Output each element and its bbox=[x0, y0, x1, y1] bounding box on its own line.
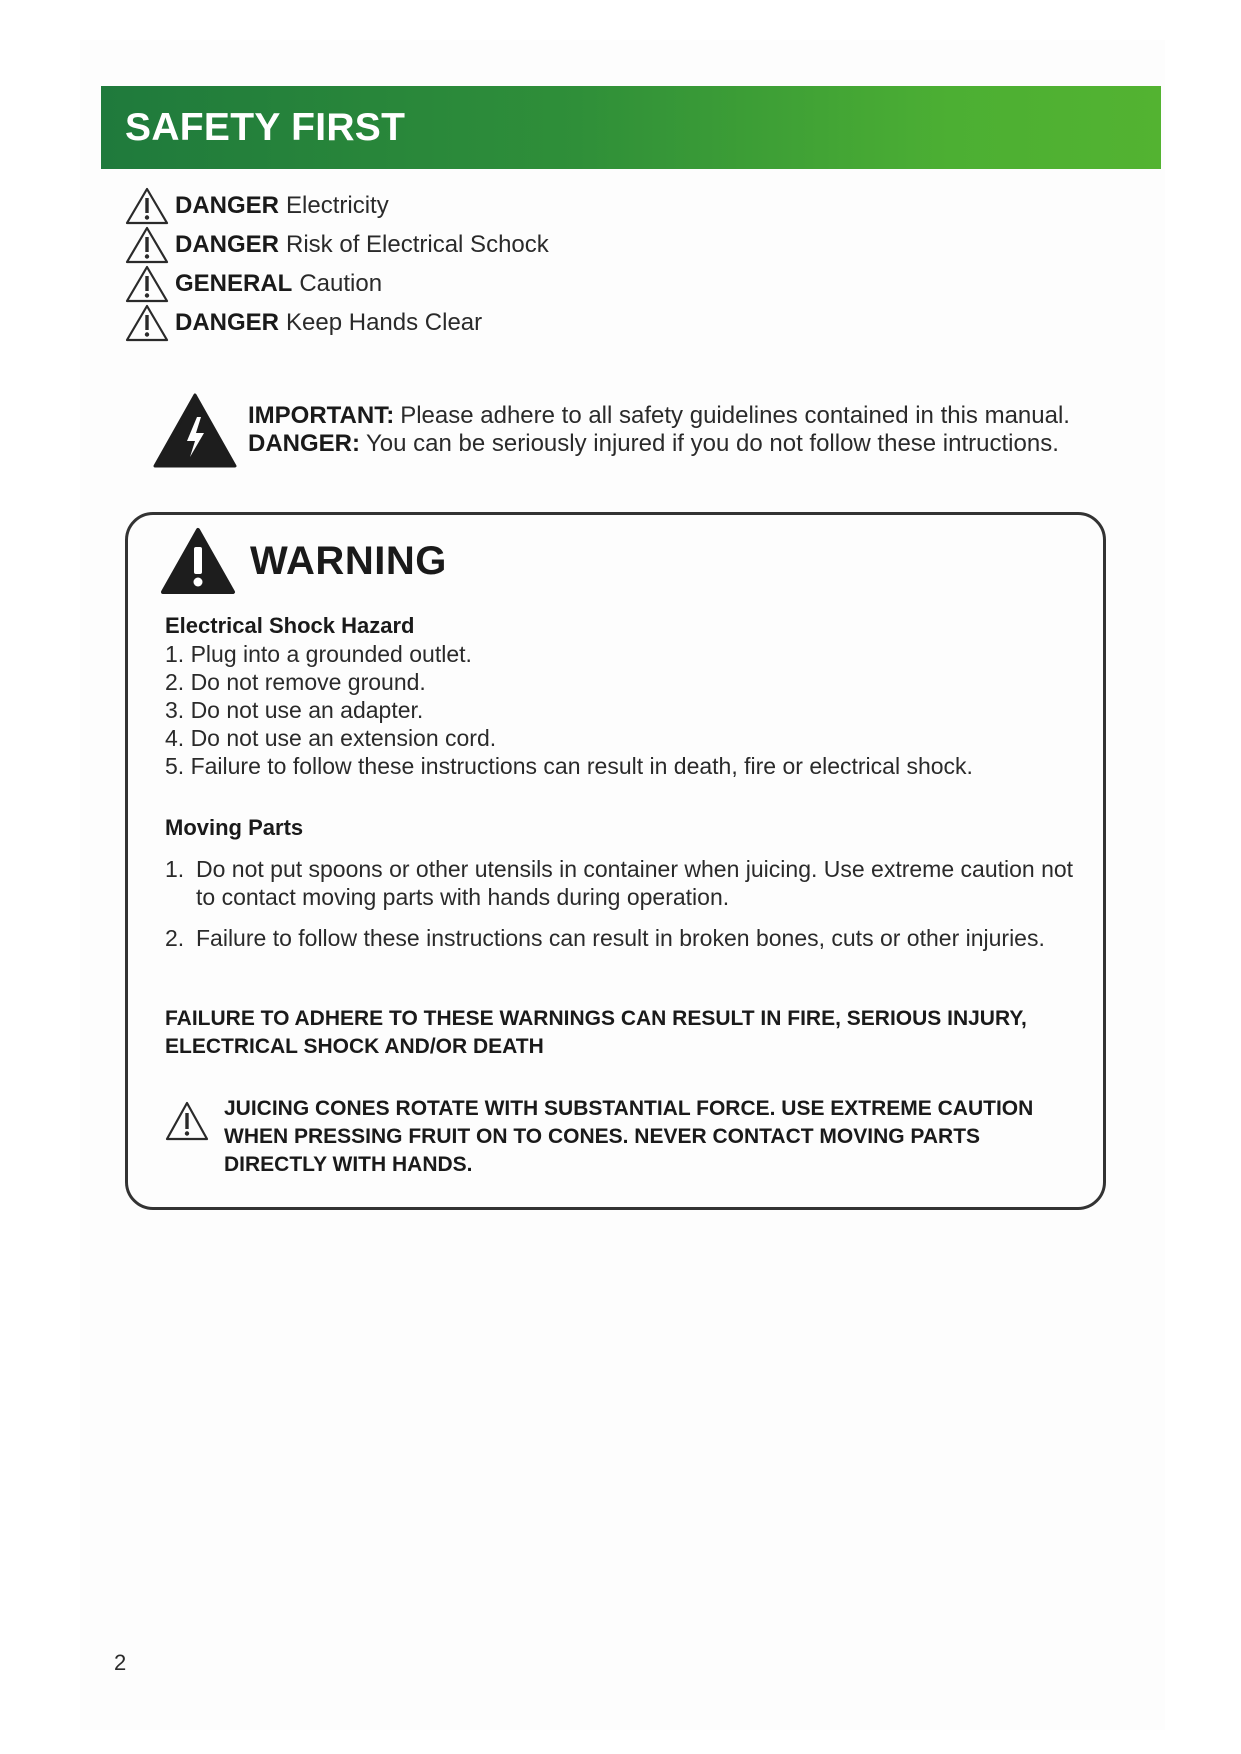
list-item: 2. Do not remove ground. bbox=[165, 669, 426, 695]
hazard-description: Electricity bbox=[286, 191, 389, 219]
hazard-text bbox=[175, 231, 549, 259]
hazard-item bbox=[125, 186, 725, 225]
hazard-item bbox=[125, 303, 725, 342]
list-item: 5. Failure to follow these instructions can result in death, fire or electrical shock. bbox=[165, 753, 973, 779]
warning-box bbox=[125, 512, 1106, 1210]
hazard-item bbox=[125, 264, 725, 303]
important-notice bbox=[153, 393, 1113, 473]
page-number: 2 bbox=[114, 1650, 127, 1675]
hazard-text bbox=[175, 309, 482, 337]
warning-header bbox=[160, 525, 447, 597]
warning-triangle-icon bbox=[125, 304, 169, 342]
hazard-level: GENERAL bbox=[175, 269, 293, 297]
cones-warning-text: JUICING CONES ROTATE WITH SUBSTANTIAL FORCE. USE EXTREME CAUTION WHEN PRESSING FRUIT ON TO CONES. NEVER CONTACT MOVING PARTS DIRECTLY WITH HANDS. bbox=[224, 1097, 1034, 1176]
hazard-item bbox=[125, 225, 725, 264]
important-message: Please adhere to all safety guidelines contained in this manual. bbox=[400, 402, 1070, 429]
lightning-warning-icon bbox=[153, 393, 237, 468]
list-item: 3. Do not use an adapter. bbox=[165, 697, 424, 723]
warning-triangle-icon bbox=[125, 226, 169, 264]
item-number: 1. bbox=[165, 856, 185, 882]
important-text bbox=[248, 402, 1070, 458]
page-title: SAFETY FIRST bbox=[125, 105, 406, 149]
danger-message: You can be seriously injured if you do not follow these intructions. bbox=[366, 430, 1059, 457]
hazard-description: Keep Hands Clear bbox=[286, 308, 483, 336]
cones-warning bbox=[165, 1095, 1095, 1179]
warning-triangle-icon bbox=[125, 265, 169, 303]
failure-warning: FAILURE TO ADHERE TO THESE WARNINGS CAN RESULT IN FIRE, SERIOUS INJURY, ELECTRICAL SHOCK AND/OR DEATH bbox=[165, 1007, 1027, 1058]
warning-triangle-icon bbox=[165, 1101, 209, 1141]
hazard-text bbox=[175, 192, 389, 220]
danger-line bbox=[248, 430, 1070, 458]
hazard-level: DANGER bbox=[175, 308, 280, 336]
hazard-level: DANGER bbox=[175, 230, 280, 258]
item-number: 2. bbox=[165, 925, 185, 951]
hazard-text bbox=[175, 270, 382, 298]
list-item bbox=[165, 855, 1085, 911]
exclamation-warning-icon bbox=[160, 527, 236, 595]
moving-parts-list bbox=[165, 855, 1085, 965]
header-bar bbox=[101, 86, 1161, 169]
hazard-list bbox=[125, 186, 725, 342]
electrical-heading: Electrical Shock Hazard bbox=[165, 613, 415, 638]
item-text: Do not put spoons or other utensils in container when juicing. Use extreme caution not to contact moving parts with hands during operation. bbox=[196, 856, 1074, 910]
hazard-level: DANGER bbox=[175, 191, 280, 219]
list-item: 1. Plug into a grounded outlet. bbox=[165, 641, 472, 667]
list-item: 4. Do not use an extension cord. bbox=[165, 725, 497, 751]
moving-parts-heading: Moving Parts bbox=[165, 815, 304, 840]
warning-triangle-icon bbox=[125, 187, 169, 225]
important-label: IMPORTANT: bbox=[248, 402, 395, 429]
hazard-description: Risk of Electrical Schock bbox=[286, 230, 549, 258]
danger-label: DANGER: bbox=[248, 430, 360, 457]
item-text: Failure to follow these instructions can result in broken bones, cuts or other injuries. bbox=[196, 925, 1045, 951]
hazard-description: Caution bbox=[299, 269, 383, 297]
warning-title: WARNING bbox=[250, 538, 447, 583]
important-line bbox=[248, 402, 1070, 430]
electrical-list bbox=[165, 640, 1085, 780]
list-item bbox=[165, 924, 1085, 952]
